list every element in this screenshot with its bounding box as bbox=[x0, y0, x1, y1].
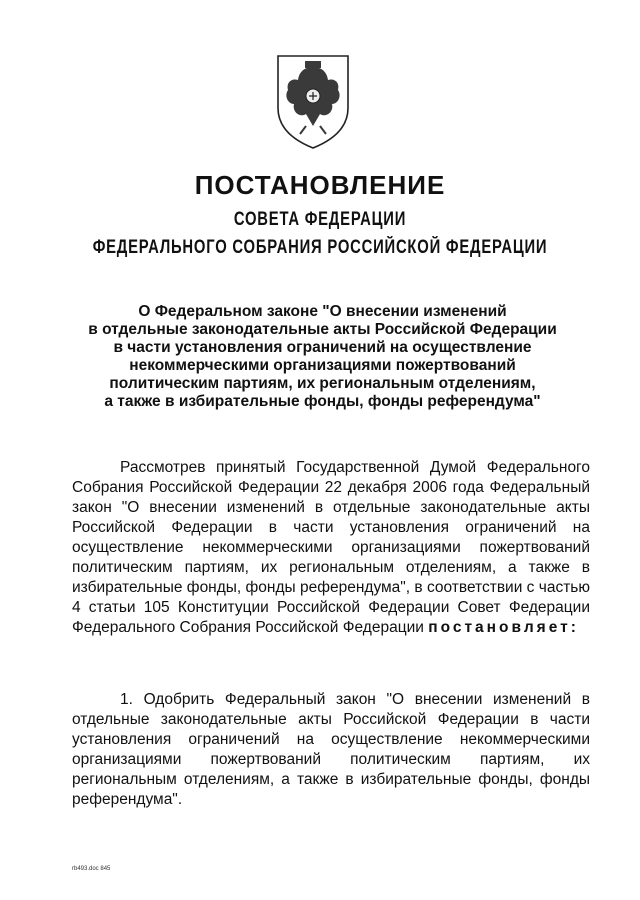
heading-line: в отдельные законодательные акты Российской Федерации bbox=[88, 321, 557, 338]
heading-line: политическим партиям, их региональным отделениям, bbox=[109, 375, 536, 392]
document-title: ПОСТАНОВЛЕНИЕ bbox=[194, 170, 446, 200]
resolution-heading bbox=[70, 303, 575, 411]
heading-line: а также в избирательные фонды, фонды референдума" bbox=[104, 393, 541, 410]
preamble-text: Рассмотрев принятый Государственной Думой Федерального Собрания Российской Федерации 22 декабря 2006 года Федеральный закон "О внесении изменений в отдельные законодательные акты Российской Федерации в части установления ограничений на осуществление некоммерческими организациями пожертвований политическим партиям, их региональным отделениям, а также в избирательные фонды, фонды референдума", в соответствии с частью 4 статьи 105 Конституции Российской Федерации Совет Федерации Федерального Собрания Российской Федерации bbox=[72, 459, 590, 636]
coat-of-arms-emblem bbox=[272, 52, 354, 152]
document-subtitle-council: СОВЕТА ФЕДЕРАЦИИ bbox=[233, 209, 407, 230]
document-subtitle-assembly: ФЕДЕРАЛЬНОГО СОБРАНИЯ РОССИЙСКОЙ ФЕДЕРАЦИИ bbox=[92, 237, 548, 258]
heading-line: в части установления ограничений на осуществление bbox=[113, 339, 532, 356]
heading-line: О Федеральном законе "О внесении изменений bbox=[138, 303, 507, 320]
resolves-keyword: постановляет: bbox=[428, 619, 579, 636]
clause-1-paragraph: 1. Одобрить Федеральный закон "О внесении изменений в отдельные законодательные акты Российской Федерации в части установления ограничений на осуществление некоммерческими организациями пожертвований политическим партиям, их региональным отделениям, а также в избирательные фонды, фонды референдума". bbox=[72, 691, 590, 808]
heading-line: некоммерческими организациями пожертвований bbox=[129, 357, 516, 374]
file-code: rb493.doc 845 bbox=[72, 866, 111, 872]
preamble-paragraph bbox=[72, 458, 590, 638]
